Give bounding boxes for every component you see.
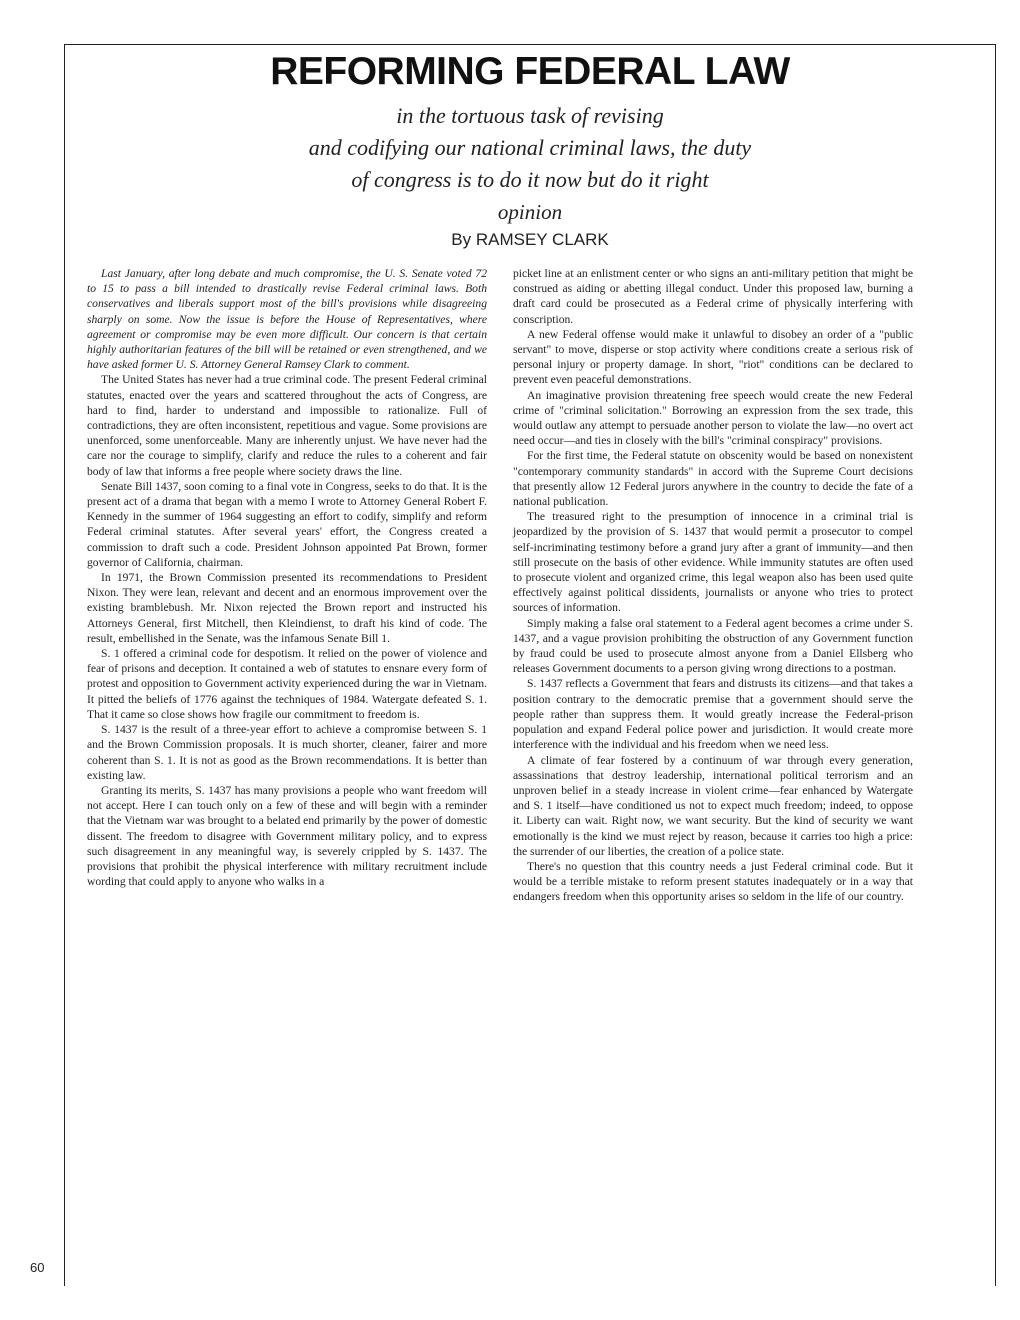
editor-intro: Last January, after long debate and much compromise, the U. S. Senate voted 72 to 15 to pass a bill intended to drastically revise Federal criminal laws. Both conservatives and liberals support most of the bill's provisions while disagreeing sharply on some. Now the issue is before the House of Representatives, where agreement or compromise may be even more difficult. Our concern is that certain highly authoritarian features of the bill will be retained or even strengthened, and we have asked former U. S. Attorney General Ramsey Clark to comment. <box>87 267 487 372</box>
paragraph: In 1971, the Brown Commission presented its recommendations to President Nixon. They were lean, relevant and decent and an enormous improvement over the existing bramblebush. Mr. Nixon rejected the Brown report and instructed his Attorneys General, first Mitchell, then Kleindienst, to draft his kind of code. The result, embellished in the Senate, was the infamous Senate Bill 1. <box>87 571 487 645</box>
article-headline: REFORMING FEDERAL LAW <box>270 50 790 93</box>
paragraph: There's no question that this country needs a just Federal criminal code. But it would be a terrible mistake to reform present statutes inadequately or in a way that endangers freedom when this opportunity arises so seldom in the life of our country. <box>513 859 913 904</box>
paragraph: S. 1437 reflects a Government that fears and distrusts its citizens—and that takes a position contrary to the democratic premise that a government should serve the people rather than suppress them. It would greatly increase the Federal-prison population and expand Federal police power and jurisdiction. It would create more interference with the individual and his freedom when we need less. <box>513 677 913 752</box>
paragraph: picket line at an enlistment center or who signs an anti-military petition that might be construed as aiding or abetting illegal conduct. Under this proposed law, burning a draft card could be prosecuted as a Federal crime of physically interfering with conscription. <box>513 267 913 326</box>
page-number: 60 <box>30 1260 45 1275</box>
left-column <box>87 266 487 889</box>
paragraph: Senate Bill 1437, soon coming to a final vote in Congress, seeks to do that. It is the present act of a drama that began with a memo I wrote to Attorney General Robert F. Kennedy in the summer of 1964 suggesting an effort to codify, simplify and reform Federal criminal statutes. After several years' effort, the Congress created a commission to draft such a code. President Johnson appointed Pat Brown, former governor of California, chairman. <box>87 479 487 569</box>
right-column <box>513 266 913 905</box>
paragraph: An imaginative provision threatening free speech would create the new Federal crime of "criminal solicitation." Borrowing an expression from the sex trade, this would outlaw any attempt to persuade another person to violate the law—no overt act need occur—and ties in closely with the bill's "criminal conspiracy" provisions. <box>513 388 913 448</box>
paragraph: Simply making a false oral statement to a Federal agent becomes a crime under S. 1437, and a vague provision prohibiting the obstruction of any Government function by fraud could be used to prosecute almost anyone from a Daniel Ellsberg who releases Government documents to a person giving wrong directions to a postman. <box>513 616 913 676</box>
paragraph: The treasured right to the presumption of innocence in a criminal trial is jeopardized by the provision of S. 1437 that would permit a prosecutor to compel self-incriminating testimony before a grand jury after a grant of immunity—and then still prosecute on the basis of other evidence. While immunity statutes are often used to prosecute violent and organized crime, this legal weapon also has been used quite effectively against political dissidents, journalists or anyone who tries to protect sources of information. <box>513 510 913 615</box>
paragraph: A new Federal offense would make it unlawful to disobey an order of a "public servant" to move, disperse or stop activity where conditions create a serious risk of personal injury or property damage. In short, "riot" conditions can be declared to prevent even peaceful demonstrations. <box>513 327 913 387</box>
deck-line: of congress is to do it now but do it right <box>351 167 709 192</box>
paragraph: Granting its merits, S. 1437 has many provisions a people who want freedom will not accept. Here I can touch only on a few of these and will begin with a reminder that the Vietnam war was brought to a belated end primarily by the power of domestic dissent. The freedom to disagree with Government military policy, and to express such disagreement in any meaningful way, is severely crippled by S. 1437. The provisions that prohibit the physical interference with military recruitment include wording that could apply to anyone who walks in a <box>87 783 487 889</box>
article-deck <box>64 100 996 196</box>
paragraph: The United States has never had a true criminal code. The present Federal criminal statutes, enacted over the years and scattered throughout the acts of Congress, are hard to find, harder to understand and impossible to rationalize. Full of contradictions, they are often inconsistent, repetitious and vague. Some provisions are unenforced, some unenforceable. Many are inherently unjust. We have never had the care nor the courage to simplify, clarify and reduce the rules to a coherent and fair body of law that informs a free people where society draws the line. <box>87 373 487 478</box>
paragraph: For the first time, the Federal statute on obscenity would be based on nonexistent "contemporary community standards" in accord with the Supreme Court decisions that presently allow 12 Federal jurors anywhere in the country to decide the fate of a national publication. <box>513 449 913 509</box>
section-kicker: opinion <box>497 200 563 224</box>
deck-line: and codifying our national criminal laws, the duty <box>308 135 752 160</box>
byline: By RAMSEY CLARK <box>451 230 609 249</box>
deck-line: in the tortuous task of revising <box>396 103 664 128</box>
paragraph: A climate of fear fostered by a continuum of war through every generation, assassinations that destroy leadership, international political terrorism and an unproven belief in a steady increase in violent crime—fear enhanced by Watergate and S. 1 itself—have conditioned us not to expect much freedom; indeed, to oppose it. Liberty can wait. Right now, we want security. But the kind of security we want emotionally is the kind we must reject by reason, because it carries too high a price: the surrender of our liberties, the creation of a police state. <box>513 753 913 858</box>
paragraph: S. 1437 is the result of a three-year effort to achieve a compromise between S. 1 and the Brown Commission proposals. It is much shorter, cleaner, fairer and more coherent than S. 1. It is not as good as the Brown recommendations. It is better than existing law. <box>87 723 487 782</box>
paragraph: S. 1 offered a criminal code for despotism. It relied on the power of violence and fear of prisons and deception. It contained a web of statutes to ensnare every form of protest and opposition to Government activity experienced during the war in Vietnam. It pitted the beliefs of 1776 against the techniques of 1984. Watergate defeated S. 1. That it came so close shows how fragile our commitment to freedom is. <box>87 647 487 721</box>
